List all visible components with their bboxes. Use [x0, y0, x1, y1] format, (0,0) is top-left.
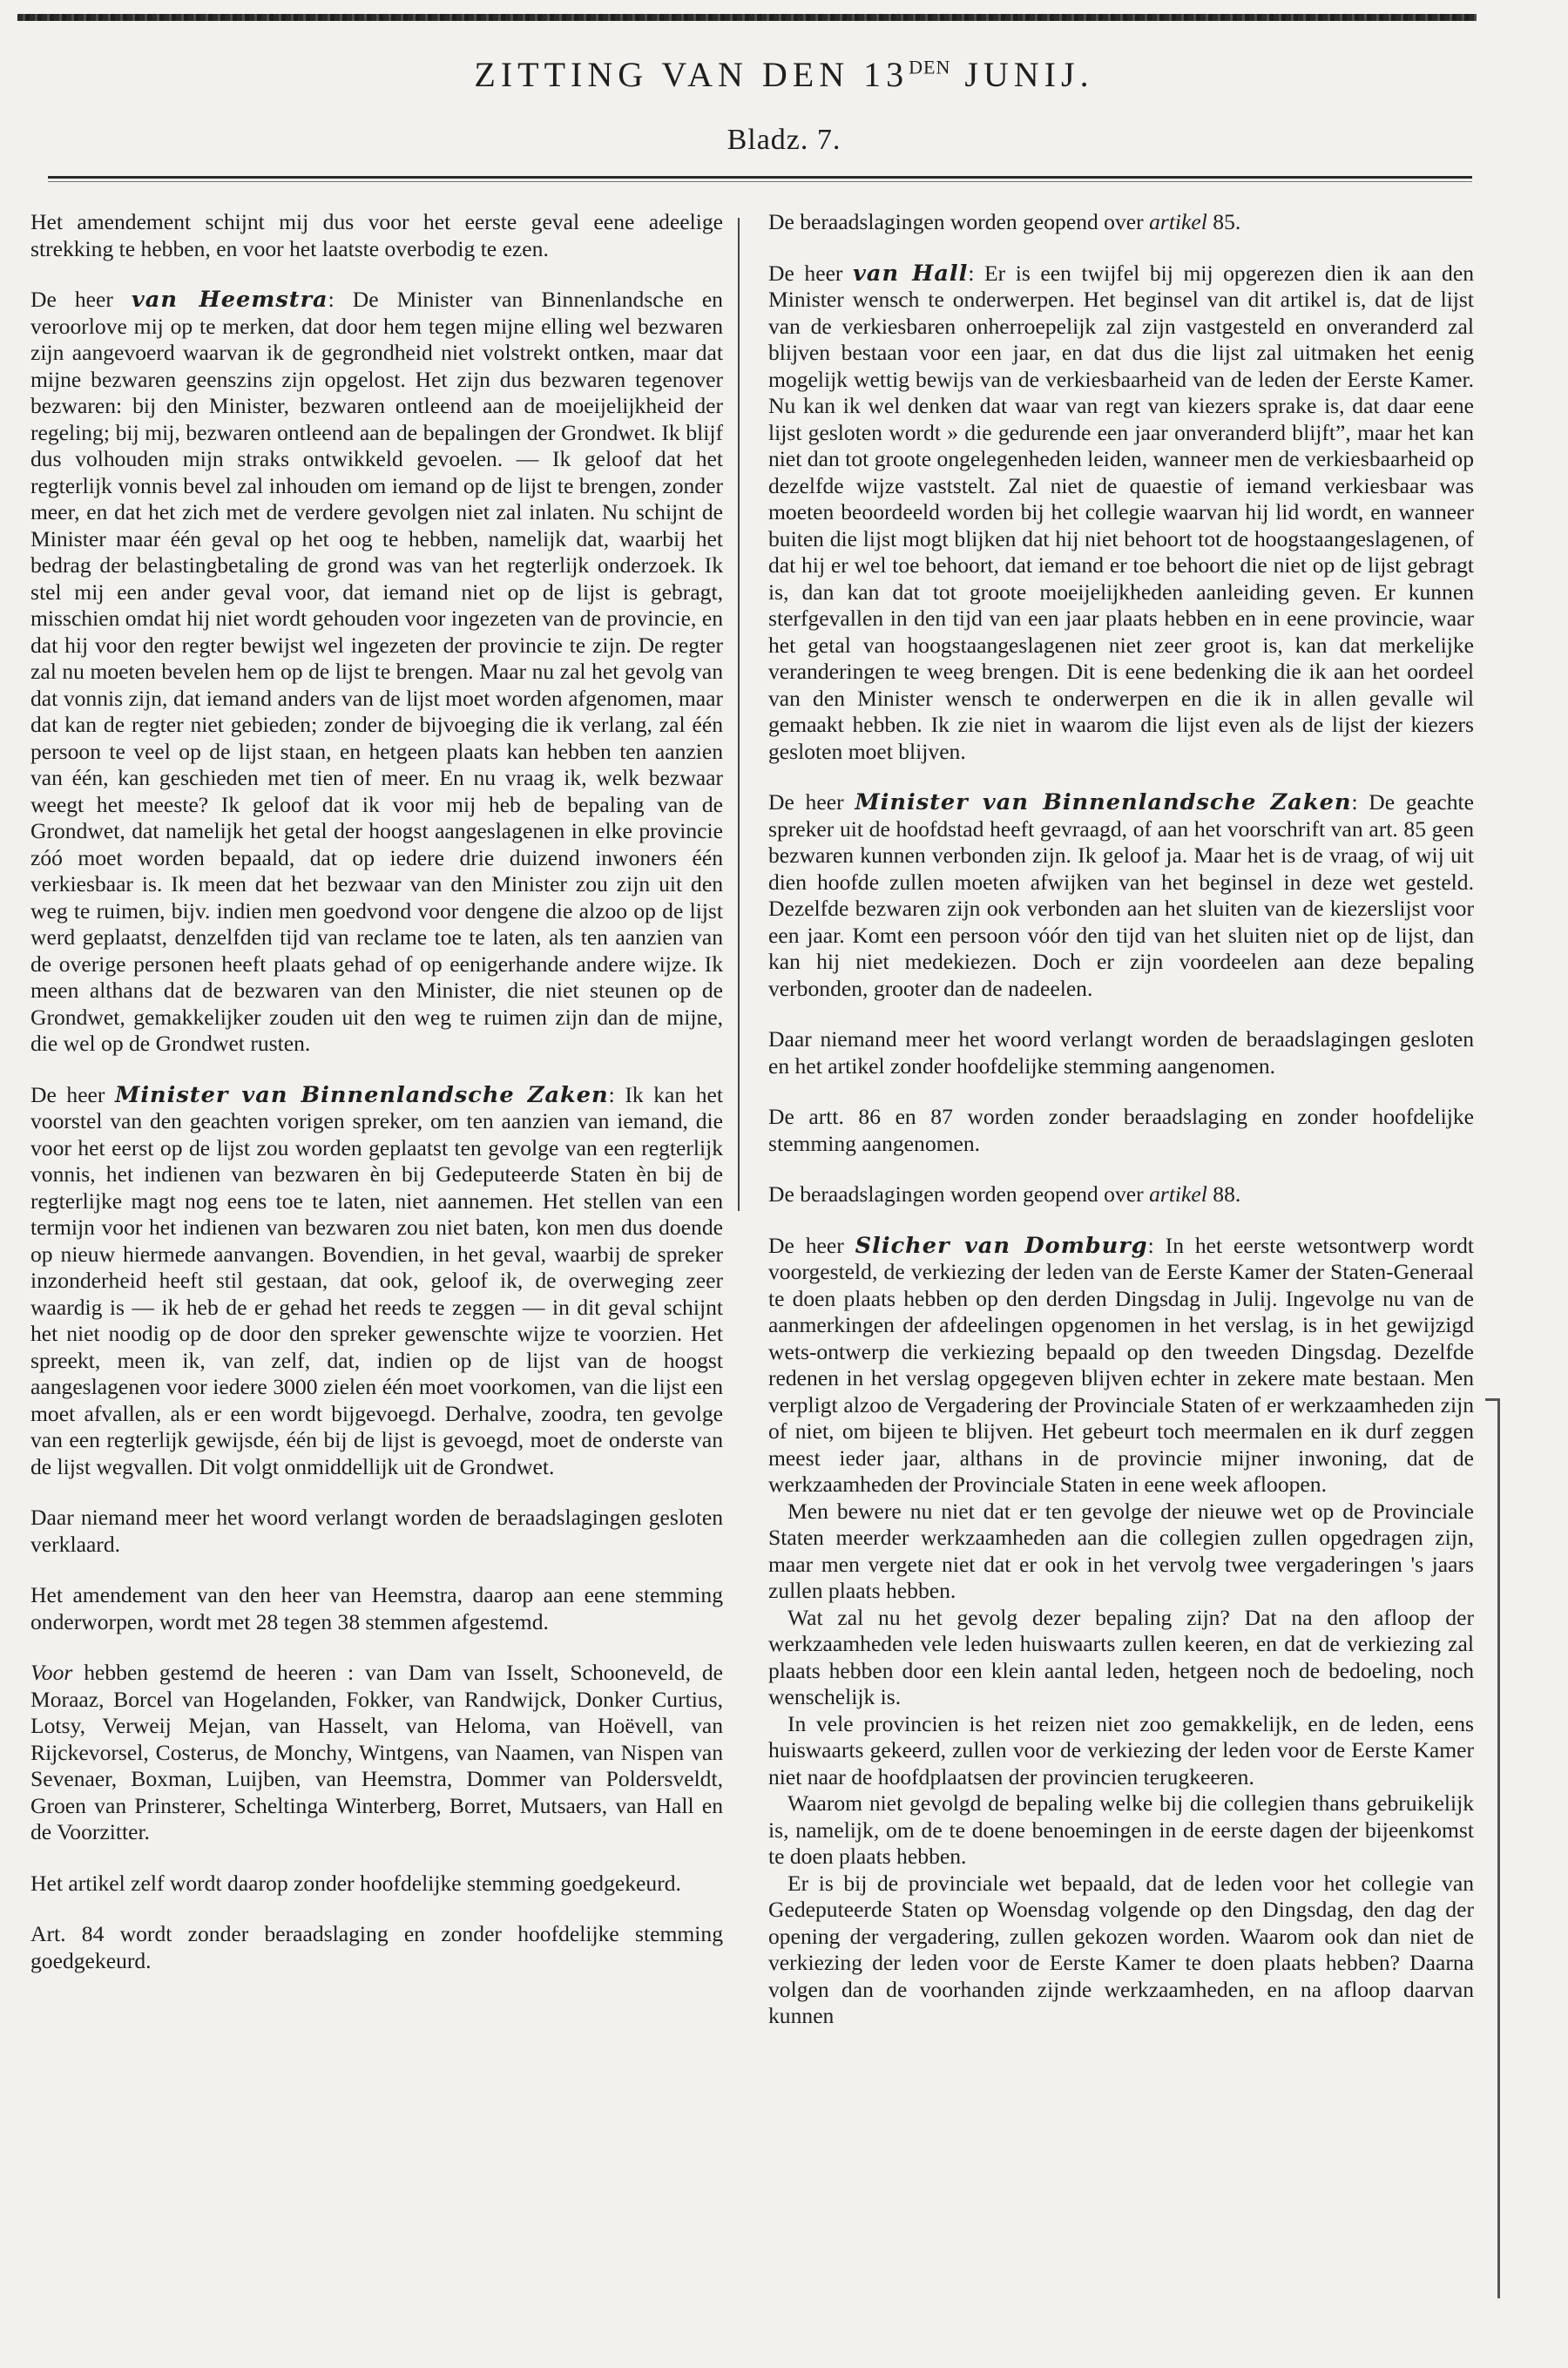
speech-text: : De geachte spreker uit de hoofdstad heeft gevraagd, of aan het voorschrift van art. 85 geen bezwaren kunnen verbonden zijn. Ik geloof ja. Maar het is de vraag, of wij uit dien hoofde zullen moeten afwijken van het beginsel in deze wet gesteld. Dezelfde bezwaren zijn ook verbonden aan het sluiten van de kiezerslijst voor een jaar. Komt een persoon vóór den tijd van het sluiten niet op de lijst, dan kan hij niet medekiezen. Doch er zijn voordeelen aan deze bepaling verbonden, grooter dan de nadeelen.	[768, 789, 1474, 1001]
paragraph-text: Het artikel zelf wordt daarop zonder hoofdelijke stemming goedgekeurd.	[30, 1870, 681, 1896]
paragraph	[768, 1104, 1474, 1157]
vote-list: hebben gestemd de heeren : van Dam van Isselt, Schooneveld, de Moraaz, Borcel van Hogelanden, Fokker, van Randwijck, Donker Curtius, Lotsy, Verweij Mejan, van Hasselt, van Heloma, van Hoëvell, van Rijckevorsel, Costerus, de Monchy, Wintgens, van Naamen, van Nispen van Sevenaer, Boxman, Luijben, van Heemstra, Dommer van Poldersveldt, Groen van Prinsterer, Scheltinga Winterberg, Borret, Mutsaers, van Hall en de Voorzitter.	[30, 1660, 723, 1844]
paragraph-text: Daar niemand meer het woord verlangt worden de beraadslagingen gesloten en het artikel zonder hoofdelijke stemming aangenomen.	[768, 1026, 1474, 1079]
page-title: ZITTING VAN DEN $13^{DEN}$ JUNIJ.	[474, 55, 1094, 94]
speaker-name: Slicher van Domburg	[855, 1232, 1148, 1259]
page-number: Bladz. 7.	[727, 124, 841, 156]
article-number: 85.	[1206, 209, 1241, 234]
speech-text: : In het eerste wetsontwerp wordt voorgesteld, de verkiezing der leden van de Eerste Kamer der Staten-Generaal te doen plaats hebben op den derden Dingsdag in Julij. Ingevolge nu van de aanmerkingen der afdeelingen opgenomen in het verslag, is in het gewijzigd wets-ontwerp die verkiezing bepaald op den tweeden Dingsdag. Dezelfde redenen in het verslag opgegeven blijven echter in zekere mate bestaan. Men verpligt alzoo de Vergadering der Provinciale Staten of er werkzaamheden zijn of niet, om bijeen te blijven. Het gebeurt toch meermalen en ik durf zeggen meest ieder jaar, althans in de provincie mijner inwoning, dat de werkzaamheden der Provinciale Staten in eene week afloopen.	[768, 1232, 1474, 1497]
paragraph	[768, 789, 1474, 1002]
paragraph-text: De beraadslagingen worden geopend over	[768, 1181, 1150, 1207]
paragraph	[768, 1181, 1474, 1208]
paragraph	[768, 1499, 1474, 1605]
speech-text: : De Minister van Binnenlandsche en veroorlove mij op te merken, dat door hem tegen mijne elling wel bezwaren zijn aangevoerd waarvan ik de gegrondheid niet volstrekt ontken, maar dat mijne bezwaren geenszins zijn opgelost. Het zijn dus bezwaren tegenover bezwaren: bij den Minister, bezwaren ontleend aan de moeijelijkheid der regeling; bij mij, bezwaren ontleend aan de bepalingen der Grondwet. Ik blijf dus volhouden mijn straks ontwikkeld gevoelen. — Ik geloof dat het regterlijk vonnis bevel zal inhouden om iemand op de lijst te brengen, zonder meer, en dat het zich met de verdere gevolgen niet zal inlaten. Nu schijnt de Minister maar één geval op het oog te hebben, namelijk dat, waarbij het bedrag der belastingbetaling de grond was van het regterlijk onderzoek. Ik stel mij een ander geval voor, dat iemand niet op de lijst is gebragt, misschien omdat hij niet wordt gehouden voor ingezeten van de provincie, en dat hij voor den regter bewijst wel ingezeten der provincie te zijn. De regter zal nu moeten bevelen hem op de lijst te brengen. Maar nu zal het gevolg van dat vonnis zijn, dat iemand anders van de lijst moet worden afgenomen, maar dat kan de regter niet gebieden; zonder de bijvoeging die ik verlang, zal één persoon te veel op de lijst staan, en hetgeen plaats kan hebben ten aanzien van één, kan geschieden met tien of meer. En nu vraag ik, welk bezwaar weegt het meeste? Ik geloof dat ik voor mij heb de bepaling van de Grondwet, dat namelijk het getal der hoogst aangeslagenen in elke provincie zóó moet worden bepaald, dat op iedere drie duizend inwoners één verkiesbaar is. Ik meen dat het bezwaar van den Minister zou zijn uit den weg te ruimen, bijv. indien men goedvond voor dengene die alzoo op de lijst werd geplaatst, denzelfden tijd van reclame toe te laten, als ten aanzien van de overige personen heeft plaats gehad of op eenigerhande andere wijze. Ik meen althans dat de bezwaren van den Minister, die niet steunen op de Grondwet, gemakkelijker zouden uit den weg te ruimen zijn dan de mijne, die wel op de Grondwet rusten.	[30, 287, 723, 1056]
paragraph	[30, 1082, 723, 1481]
paragraph	[768, 209, 1474, 236]
top-border-rule	[17, 14, 1477, 21]
speech-text: : Er is een twijfel bij mij opgerezen dien ik aan den Minister wensch te onderwerpen. Het beginsel van dit artikel is, dat de lijst van de verkiesbaren onherroepelijk zal zijn vastgesteld en onveranderd zal blijven bestaan voor een jaar, en dat dus die lijst zal uitmaken het eenig mogelijk wettig bewijs van de verkiesbaarheid van de leden der Eerste Kamer. Nu kan ik wel denken dat waar van regt van kiezers sprake is, dat daar eene lijst gesloten wordt » die gedurende een jaar onveranderd blijft”, maar het kan niet dan tot groote ongelegenheden leiden, wanneer men de verkiesbaarheid op dezelfde wijze vaststelt. Zal niet de quaestie of iemand verkiesbaar was moeten beoordeeld worden bij het collegie waarvan hij lid wordt, en wanneer buiten die lijst mogt blijken dat hij niet behoort tot de hoogstaangeslagenen, of dat hij er wel toe behoort, dat iemand er toe behoort die niet op de lijst gebragt is, dan kan dat tot groote moeijelijkheden aanleiding geven. Er kunnen sterfgevallen in den tijd van een jaar plaats hebben en in eene provincie, waar het getal van hoogstaangeslagenen niet zeer groot is, kan dat merkelijke veranderingen te weeg brengen. Dit is eene bedenking die ik aan het oordeel van den Minister wensch te onderwerpen en die ik in allen gevalle wil gemaakt hebben. Ik zie niet in waarom die lijst even als de lijst der kiezers gesloten moet blijven.	[768, 260, 1474, 764]
paragraph-text: Daar niemand meer het woord verlangt worden de beraadslagingen gesloten verklaard.	[30, 1505, 723, 1557]
paragraph	[768, 1871, 1474, 2030]
paragraph	[768, 1790, 1474, 1871]
paragraph	[30, 287, 723, 1058]
paragraph	[768, 260, 1474, 766]
speaker-name: van Heemstra	[131, 287, 328, 313]
paragraph	[30, 1505, 723, 1558]
paragraph	[768, 1605, 1474, 1711]
header-rule-thin	[48, 181, 1472, 182]
paragraph	[30, 1582, 723, 1635]
speaker-name: Minister van Binnenlandsche Zaken	[855, 789, 1352, 815]
speaker-name: Minister van Binnenlandsche Zaken	[114, 1081, 609, 1108]
paragraph	[30, 1660, 723, 1846]
right-column	[768, 209, 1474, 2030]
paragraph	[768, 1026, 1474, 1079]
speaker-name: van Hall	[853, 260, 969, 287]
paragraph	[768, 1233, 1474, 1499]
paragraph-text: Het amendement schijnt mij dus voor het eerste geval eene adeelige strekking te hebben, en voor het laatste overbodig te ezen.	[30, 209, 723, 261]
speech-text: : Ik kan het voorstel van den geachten vorigen spreker, om ten aanzien van iemand, die voor het eerst op de lijst zou worden geplaatst ten gevolge van een regterlijk vonnis, het indienen van bezwaren èn bij Gedeputeerde Staten èn bij de regterlijke magt nog eens toe te laten, niet aannemen. Het stellen van een termijn voor het indienen van bezwaren zou niet baten, kon men dus doende op nieuw hiermede aanvangen. Bovendien, in het geval, waarbij de spreker inzonderheid heeft stil gestaan, dat ook, geloof ik, de overweging zeer waardig is — ik heb de er gehad het reeds te zeggen — in dit geval schijnt het niet noodig op de door den spreker gewenschte wijze te voorzien. Het spreekt, meen ik, van zelf, dat, indien op de lijst van de hoogst aangeslagenen voor iedere 3000 zielen één moet voorkomen, van die lijst een moet afvallen, als er een wordt bijgevoegd. Derhalve, zoodra, ten gevolge van een regterlijk gewijsde, één bij de lijst is gevoegd, moet de onderste van de lijst wegvallen. Dit volgt onmiddellijk uit de Grondwet.	[30, 1081, 723, 1479]
article-word: artikel	[1149, 1181, 1207, 1207]
left-column	[30, 209, 723, 1974]
paragraph-text: Art. 84 wordt zonder beraadslaging en zonder hoofdelijke stemming goedgekeurd.	[30, 1921, 723, 1973]
speaker-prefix: De heer	[30, 287, 132, 312]
paragraph-text: Men bewere nu niet dat er ten gevolge der nieuwe wet op de Provinciale Staten meerder werkzaamheden aan die collegien zullen opgedragen zijn, maar men vergete niet dat er ook in het vervolg twee vergaderingen 's jaars zullen plaats hebben.	[768, 1498, 1474, 1603]
paragraph-text: Het amendement van den heer van Heemstra, daarop aan eene stemming onderworpen, wordt met 28 tegen 38 stemmen afgestemd.	[30, 1582, 723, 1634]
paragraph-text: Wat zal nu het gevolg dezer bepaling zijn? Dat na den afloop der werkzaamheden vele leden huiswaarts zullen keeren, en dat de verkiezing zal plaats hebben door een klein aantal leden, hetgeen noch de bedoeling, noch wenschelijk is.	[768, 1604, 1474, 1709]
speaker-prefix: De heer	[30, 1081, 115, 1107]
paragraph-text: Waarom niet gevolgd de bepaling welke bij die collegien thans gebruikelijk is, namelijk, om de te doene benoemingen in de eerste dagen der bijeenkomst te doen plaats hebben.	[768, 1790, 1474, 1869]
paragraph-text: De beraadslagingen worden geopend over	[768, 209, 1150, 234]
paragraph-text: De artt. 86 en 87 worden zonder beraadslaging en zonder hoofdelijke stemming aangenomen.	[768, 1104, 1474, 1156]
paragraph-text: In vele provincien is het reizen niet zoo gemakkelijk, en de leden, eens huiswaarts gekeerd, zullen voor de verkiezing der leden voor de Eerste Kamer niet naar de hoofdplaatsen der provincien terugkeeren.	[768, 1710, 1474, 1790]
speaker-prefix: De heer	[768, 260, 854, 286]
header-rule	[48, 176, 1472, 179]
article-number: 88.	[1206, 1181, 1241, 1207]
paragraph	[30, 1871, 723, 1898]
margin-bracket-mark	[1485, 1398, 1500, 2298]
paragraph-text: Er is bij de provinciale wet bepaald, dat de leden voor het collegie van Gedeputeerde Staten op Woensdag volgende op den Dingsdag, den dag der opening der vergadering, zullen gekozen worden. Waarom ook dan niet de verkiezing der leden voor de Eerste Kamer te doen plaats hebben? Daarna volgen dan de voorhanden zijnde werkzaamheden, en na afloop daarvan kunnen	[768, 1870, 1474, 2028]
speaker-prefix: De heer	[768, 789, 855, 815]
paragraph	[30, 1921, 723, 1974]
speaker-prefix: De heer	[768, 1232, 855, 1258]
paragraph	[768, 1711, 1474, 1791]
vote-lead: Voor	[30, 1660, 73, 1685]
article-word: artikel	[1149, 209, 1207, 234]
paragraph	[30, 209, 723, 262]
column-divider	[738, 218, 740, 1211]
